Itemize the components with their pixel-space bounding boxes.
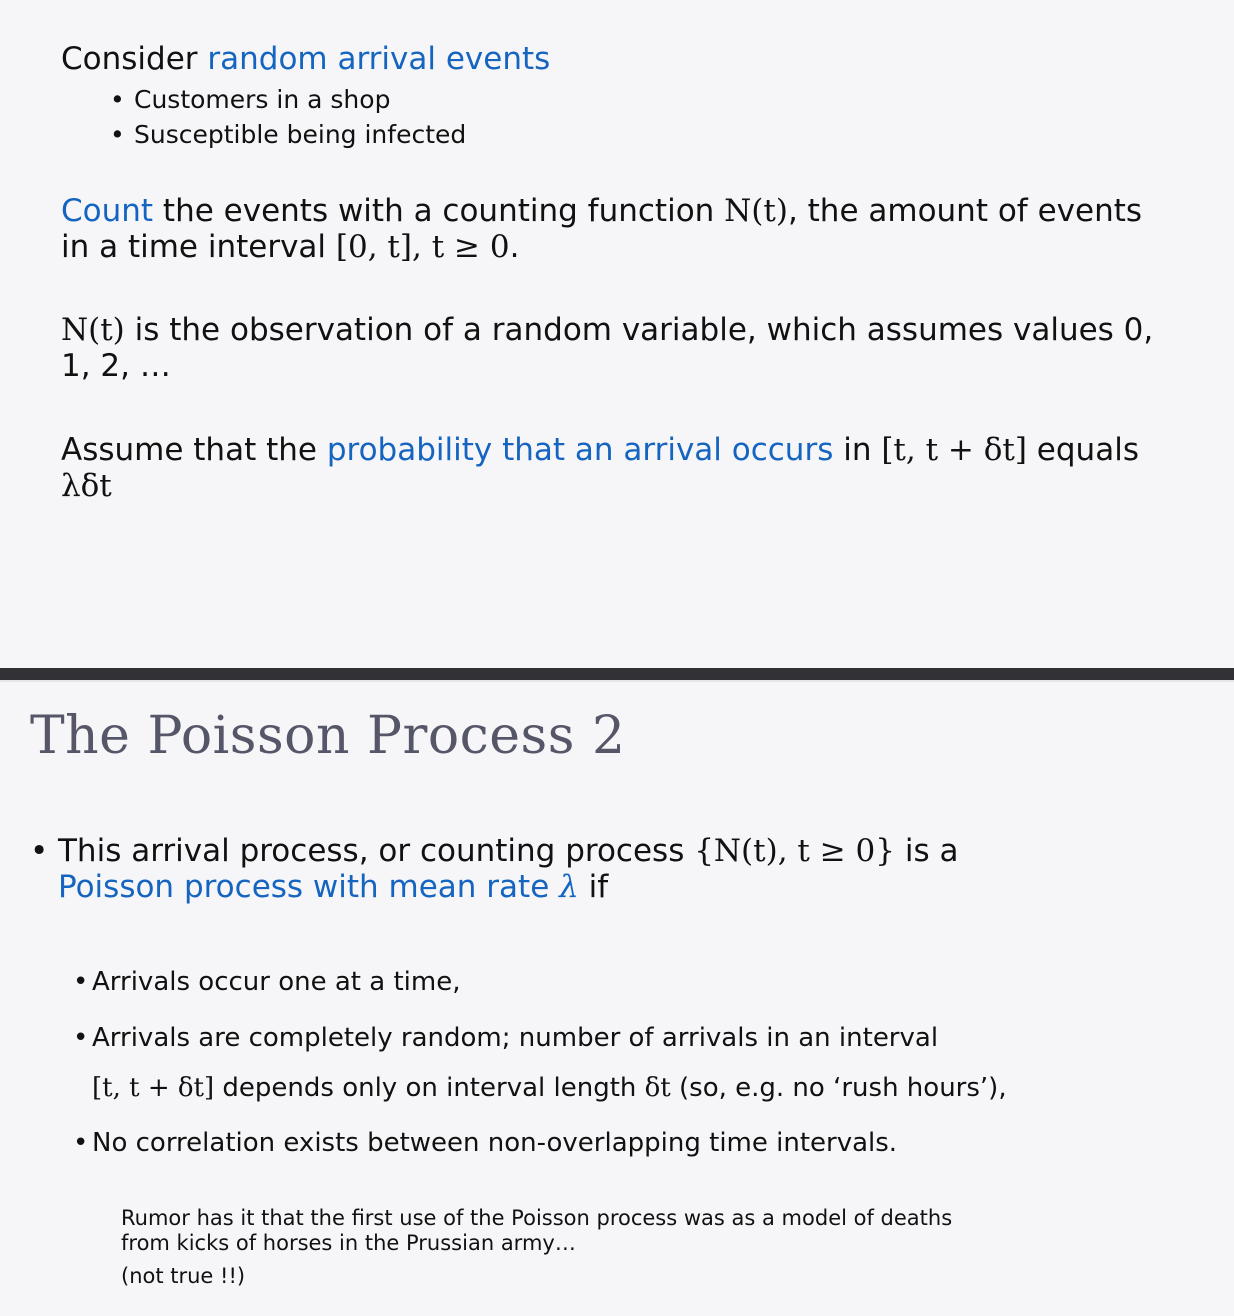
math-small-interval: [t, t + δt] [92,1073,215,1103]
bullet-dot: • [73,967,89,997]
math-counting-process: {N(t), t ≥ 0} [694,833,895,869]
count-line-2 [61,229,519,265]
condition-continuation [92,1063,1007,1113]
condition-item-3 [73,1118,898,1168]
math-small-interval: [t, t + δt] [881,432,1027,468]
random-variable-line-2: 1, 2, … [61,348,171,384]
math-lambda-delta-t: λδt [61,468,112,504]
math-interval: [0, t], t ≥ 0 [335,229,510,265]
rush-hours-text: (so, e.g. no ‘rush hours’), [670,1073,1007,1103]
random-arrival-events-highlight: random arrival events [207,41,551,77]
count-line-1 [61,193,1142,229]
bullet-dot: • [30,833,49,869]
probability-highlight: probability that an arrival occurs [326,432,834,468]
slide-title: The Poisson Process 2 [30,706,626,766]
note-line: from kicks of horses in the Prussian army… [121,1231,576,1255]
list-item: • Susceptible being infected [110,117,466,152]
math-n-of-t: N(t) [61,312,125,348]
intro-line [61,41,550,77]
slide-2 [0,682,1234,1316]
period: . [509,229,520,265]
note-line: (not true !!) [121,1264,246,1288]
condition-item-1 [73,957,461,1007]
condition-text: Arrivals are completely random; number of arrivals in an interval [92,1023,939,1053]
condition-text: No correlation exists between non-overlapping time intervals. [92,1128,898,1158]
is-a-text: is a [895,833,959,869]
list-item: • Customers in a shop [110,82,466,117]
if-text: if [578,869,609,905]
arrival-process-text: This arrival process, or counting process [58,833,695,869]
main-bullet-line-1 [58,833,958,869]
assume-text: Assume that the [61,432,327,468]
rumor-note [121,1206,952,1289]
count-text: the events with a counting function [153,193,725,229]
main-bullet-line-2 [58,869,958,905]
math-n-of-t: N(t) [724,193,788,229]
equals-text: equals [1026,432,1139,468]
random-variable-line-1 [61,312,1153,348]
count-text-end: , the amount of events [787,193,1143,229]
condition-item-2 [73,1013,1007,1113]
interval-text: in a time interval [61,229,336,265]
examples-list [110,82,466,152]
count-highlight: Count [61,193,154,229]
note-line: Rumor has it that the first use of the Poisson process was as a model of deaths [121,1206,953,1230]
bullet-dot: • [73,1128,89,1158]
intro-text: Consider [61,41,208,77]
slide-divider [0,668,1234,682]
bullet-dot: • [73,1023,89,1053]
poisson-process-highlight: Poisson process with mean rate [58,869,560,905]
depends-text: depends only on interval length [214,1073,645,1103]
math-delta-t: δt [644,1073,671,1103]
random-variable-text: is the observation of a random variable, which assumes values 0, [124,312,1154,348]
main-bullet [30,833,959,905]
probability-line-1 [61,432,1139,468]
in-text: in [833,432,882,468]
math-lambda: λ [559,869,579,905]
condition-text: Arrivals occur one at a time, [92,967,461,997]
